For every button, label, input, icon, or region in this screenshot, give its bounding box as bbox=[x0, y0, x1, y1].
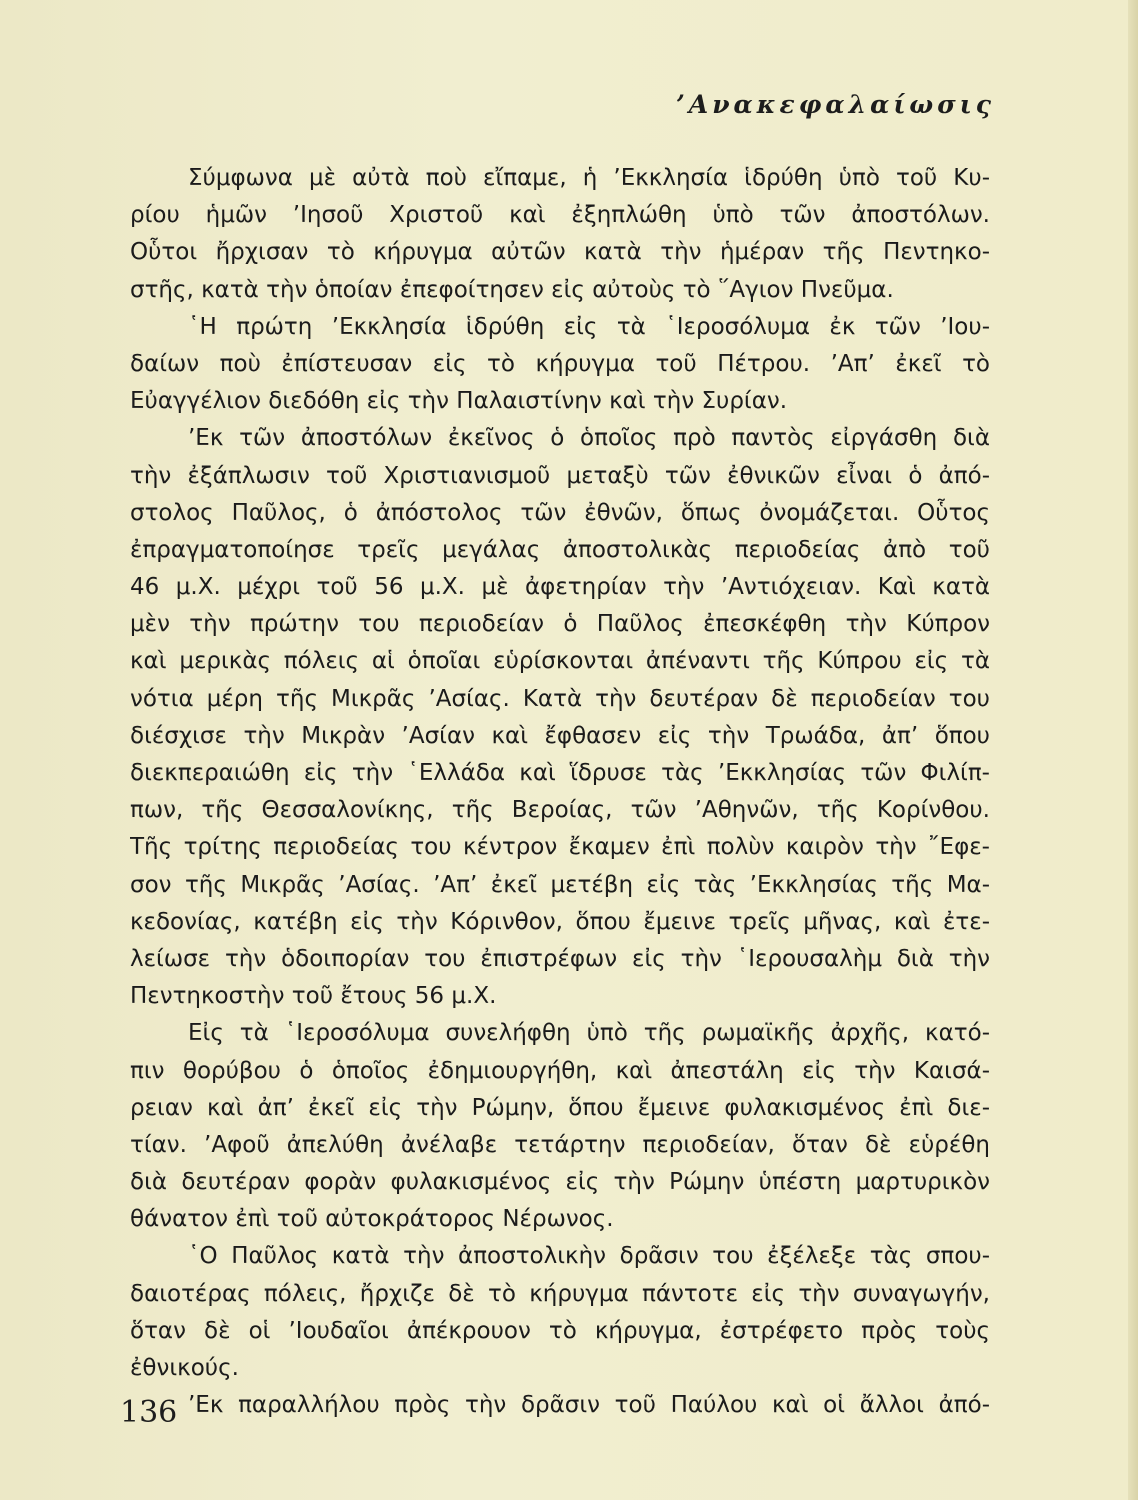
text-line: στῆς, κατὰ τὴν ὁποίαν ἐπεφοίτησεν εἰς αὐτοὺς τὸ ῞Αγιον Πνεῦμα. bbox=[130, 276, 894, 303]
text-line: Τῆς τρίτης περιοδείας του κέντρον ἔκαμεν ἐπὶ πολὺν καιρὸν τὴν ῎Εφε- bbox=[130, 834, 990, 861]
text-line: καὶ μερικὰς πόλεις αἱ ὁποῖαι εὑρίσκονται ἀπέναντι τῆς Κύπρου εἰς τὰ bbox=[130, 648, 990, 675]
text-line: δαιοτέρας πόλεις, ἤρχιζε δὲ τὸ κήρυγμα πάντοτε εἰς τὴν συναγωγήν, bbox=[130, 1280, 990, 1307]
text-line: ἐθνικούς. bbox=[130, 1355, 239, 1381]
text-line: ἐπραγματοποίησε τρεῖς μεγάλας ἀποστολικὰς περιοδείας ἀπὸ τοῦ bbox=[130, 536, 990, 563]
text-line: διέσχισε τὴν Μικρὰν ’Ασίαν καὶ ἔφθασεν εἰς τὴν Τρωάδα, ἀπ’ ὅπου bbox=[130, 722, 990, 749]
text-line: ρίου ἡμῶν ’Ιησοῦ Χριστοῦ καὶ ἐξηπλώθη ὑπὸ τῶν ἀποστόλων. bbox=[130, 202, 990, 229]
page-edge bbox=[1128, 0, 1138, 1500]
text-line: δαίων ποὺ ἐπίστευσαν εἰς τὸ κήρυγμα τοῦ Πέτρου. ’Απ’ ἐκεῖ τὸ bbox=[130, 350, 990, 377]
text-line: νότια μέρη τῆς Μικρᾶς ’Ασίας. Κατὰ τὴν δευτέραν δὲ περιοδείαν του bbox=[130, 685, 990, 712]
text-line: Πεντηκοστὴν τοῦ ἔτους 56 μ.Χ. bbox=[130, 983, 497, 1010]
text-line: στολος Παῦλος, ὁ ἀπόστολος τῶν ἐθνῶν, ὅπως ὀνομάζεται. Οὗτος bbox=[130, 499, 990, 526]
text-line: τὴν ἐξάπλωσιν τοῦ Χριστιανισμοῦ μεταξὺ τῶν ἐθνικῶν εἶναι ὁ ἀπό- bbox=[130, 462, 990, 489]
text-line: διὰ δευτέραν φορὰν φυλακισμένος εἰς τὴν Ρώμην ὑπέστη μαρτυρικὸν bbox=[130, 1169, 990, 1196]
text-line: Οὗτοι ἤρχισαν τὸ κήρυγμα αὐτῶν κατὰ τὴν ἡμέραν τῆς Πεντηκο- bbox=[130, 239, 990, 266]
text-line: ῾Η πρώτη ’Εκκλησία ἱδρύθη εἰς τὰ ῾Ιεροσόλυμα ἐκ τῶν ’Ιου- bbox=[188, 313, 990, 340]
text-line: Σύμφωνα μὲ αὐτὰ ποὺ εἴπαμε, ἡ ’Εκκλησία ἱδρύθη ὑπὸ τοῦ Κυ- bbox=[188, 165, 990, 191]
text-line: μὲν τὴν πρώτην του περιοδείαν ὁ Παῦλος ἐπεσκέφθη τὴν Κύπρον bbox=[130, 611, 990, 638]
text-line: ρειαν καὶ ἀπ’ ἐκεῖ εἰς τὴν Ρώμην, ὅπου ἔμεινε φυλακισμένος ἐπὶ διε- bbox=[130, 1094, 990, 1121]
text-line: πιν θορύβου ὁ ὁποῖος ἐδημιουργήθη, καὶ ἀπεστάλη εἰς τὴν Καισά- bbox=[130, 1057, 990, 1084]
text-line: πων, τῆς Θεσσαλονίκης, τῆς Βεροίας, τῶν ’Αθηνῶν, τῆς Κορίνθου. bbox=[130, 797, 990, 824]
text-line: Εὐαγγέλιον διεδόθη εἰς τὴν Παλαιστίνην καὶ τὴν Συρίαν. bbox=[130, 388, 788, 415]
text-line: ῾Ο Παῦλος κατὰ τὴν ἀποστολικὴν δρᾶσιν του ἐξέλεξε τὰς σπου- bbox=[188, 1243, 990, 1270]
text-line: ’Εκ παραλλήλου πρὸς τὴν δρᾶσιν τοῦ Παύλου καὶ οἱ ἄλλοι ἀπό- bbox=[188, 1392, 990, 1419]
text-line: ’Εκ τῶν ἀποστόλων ἐκεῖνος ὁ ὁποῖος πρὸ παντὸς εἰργάσθη διὰ bbox=[188, 425, 990, 452]
text-line: κεδονίας, κατέβη εἰς τὴν Κόρινθον, ὅπου ἔμεινε τρεῖς μῆνας, καὶ ἐτε- bbox=[130, 908, 990, 935]
body-text bbox=[130, 160, 990, 1424]
page-number: 136 bbox=[120, 1395, 178, 1430]
text-line: Εἰς τὰ ῾Ιεροσόλυμα συνελήφθη ὑπὸ τῆς ρωμαϊκῆς ἀρχῆς, κατό- bbox=[188, 1020, 990, 1047]
text-line: σον τῆς Μικρᾶς ’Ασίας. ’Απ’ ἐκεῖ μετέβη εἰς τὰς ’Εκκλησίας τῆς Μα- bbox=[130, 871, 990, 898]
text-line: διεκπεραιώθη εἰς τὴν ῾Ελλάδα καὶ ἵδρυσε τὰς ’Εκκλησίας τῶν Φιλίπ- bbox=[130, 760, 990, 786]
text-line: 46 μ.Χ. μέχρι τοῦ 56 μ.Χ. μὲ ἀφετηρίαν τὴν ’Αντιόχειαν. Καὶ κατὰ bbox=[130, 574, 990, 601]
text-line: λείωσε τὴν ὁδοιπορίαν του ἐπιστρέφων εἰς τὴν ῾Ιερουσαλὴμ διὰ τὴν bbox=[130, 945, 990, 972]
text-line: τίαν. ’Αφοῦ ἀπελύθη ἀνέλαβε τετάρτην περιοδείαν, ὅταν δὲ εὑρέθη bbox=[130, 1131, 990, 1158]
text-line: θάνατον ἐπὶ τοῦ αὐτοκράτορος Νέρωνος. bbox=[130, 1206, 614, 1233]
running-header: ’Ανακεφαλαίωσις bbox=[676, 90, 995, 119]
text-line: ὅταν δὲ οἱ ’Ιουδαῖοι ἀπέκρουον τὸ κήρυγμα, ἐστρέφετο πρὸς τοὺς bbox=[130, 1317, 990, 1344]
